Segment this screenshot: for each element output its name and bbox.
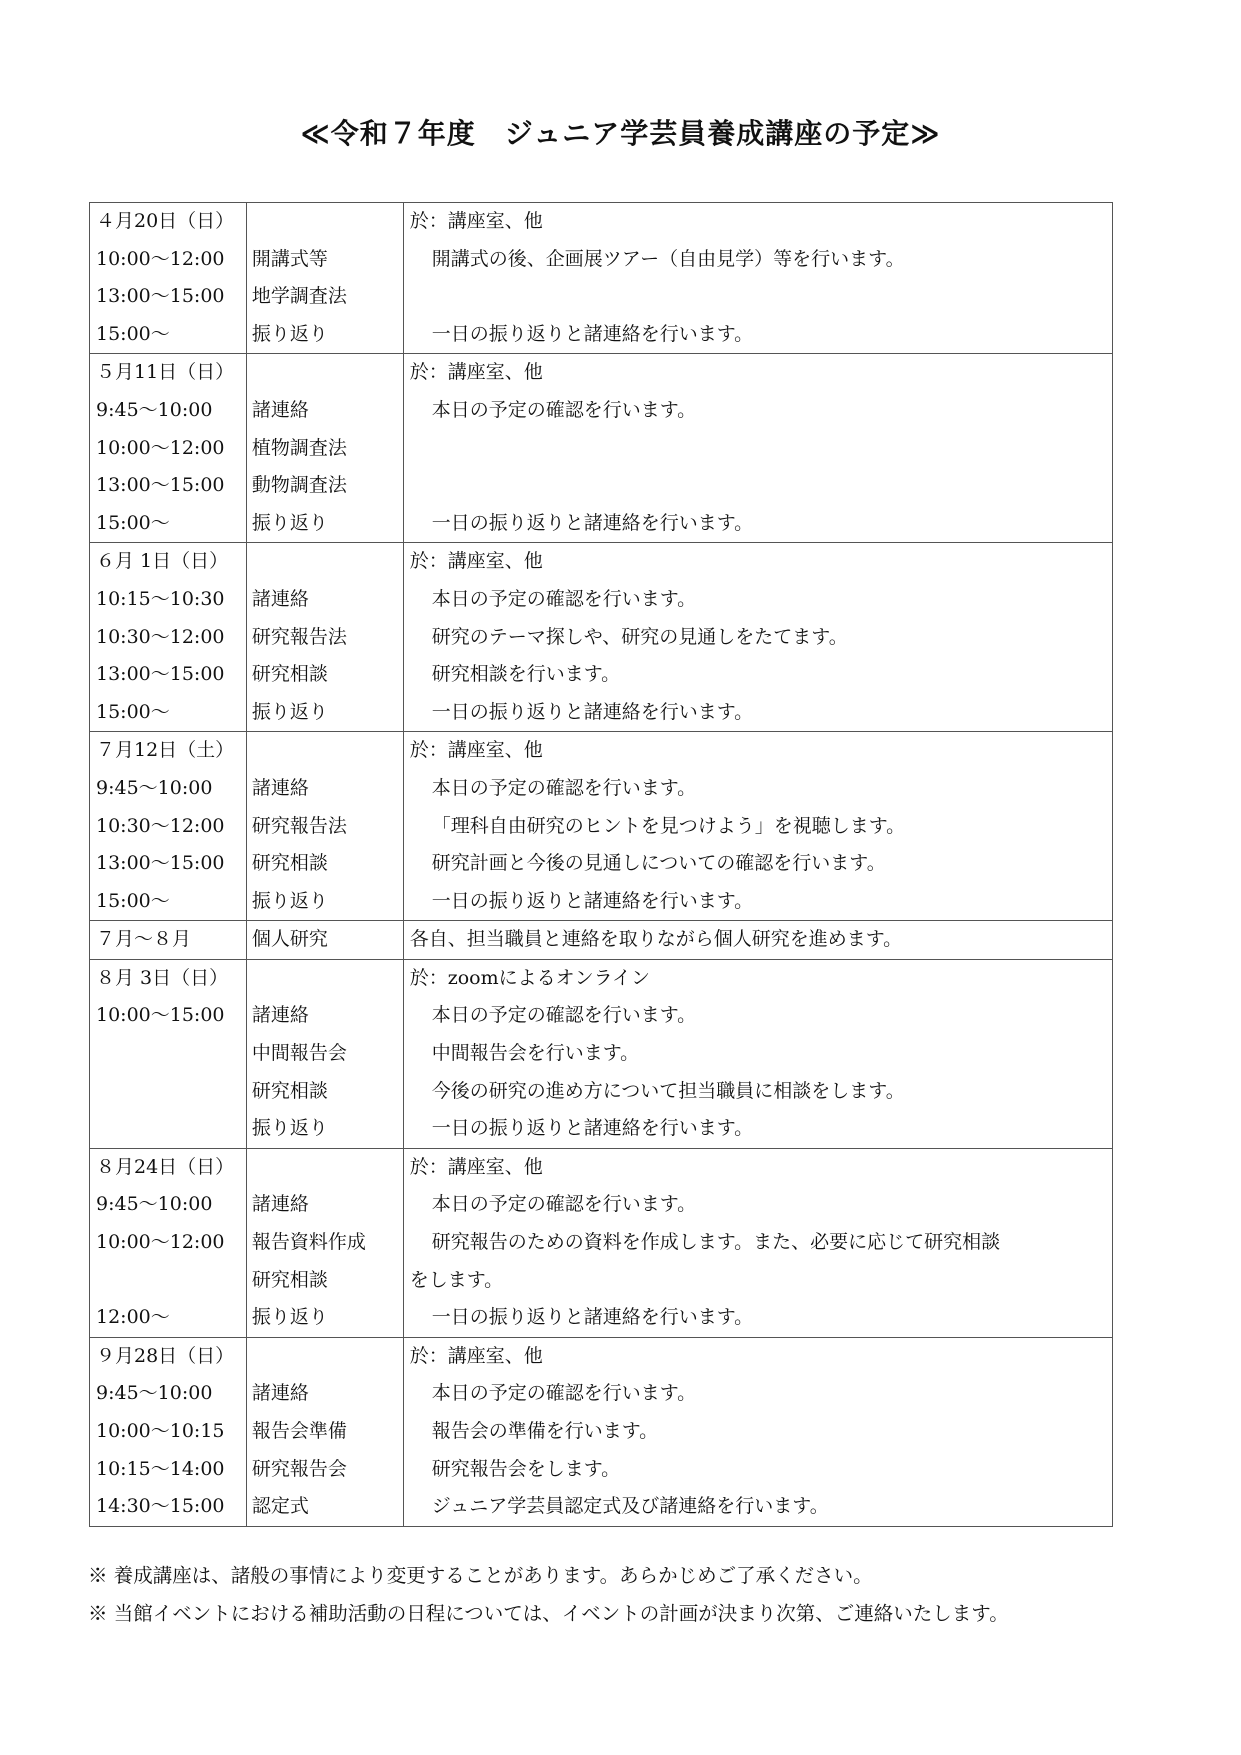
session-time: 9:45～10:00 bbox=[96, 1193, 213, 1216]
session-venue: 於：講座室、他 bbox=[409, 550, 543, 573]
date-time-cell bbox=[90, 732, 247, 921]
session-date: ８月24日（日） bbox=[96, 1155, 235, 1178]
session-time: 10:00～15:00 bbox=[96, 1004, 225, 1027]
session-detail: 一日の振り返りと諸連絡を行います。 bbox=[431, 322, 754, 345]
session-time: 10:15～10:30 bbox=[96, 587, 225, 610]
session-detail: をします。 bbox=[409, 1268, 504, 1291]
date-time-cell bbox=[90, 203, 247, 354]
session-topic: 諸連絡 bbox=[251, 587, 309, 610]
session-topic: 振り返り bbox=[251, 322, 328, 345]
note-events: ※ 当館イベントにおける補助活動の日程については、イベントの計画が決まり次第、ご連絡いたします。 bbox=[88, 1602, 1009, 1625]
date-time-cell bbox=[90, 1148, 247, 1337]
session-detail bbox=[404, 278, 1112, 316]
detail-cell bbox=[403, 543, 1112, 732]
date-time-cell bbox=[90, 543, 247, 732]
session-topic: 諸連絡 bbox=[251, 398, 309, 421]
schedule-row bbox=[90, 543, 1113, 732]
session-time: 10:00～12:00 bbox=[96, 436, 225, 459]
session-topic: 研究報告法 bbox=[251, 814, 347, 837]
session-detail: 本日の予定の確認を行います。 bbox=[431, 776, 697, 799]
date-time-cell bbox=[90, 1337, 247, 1526]
session-time: 9:45～10:00 bbox=[96, 1382, 213, 1405]
spacer-line bbox=[247, 354, 403, 392]
session-topic: 報告資料作成 bbox=[251, 1231, 366, 1254]
session-detail: 中間報告会を行います。 bbox=[431, 1042, 640, 1065]
session-detail: 開講式の後、企画展ツアー（自由見学）等を行います。 bbox=[431, 247, 905, 270]
schedule-row bbox=[90, 921, 1113, 960]
session-topic: 研究相談 bbox=[251, 663, 328, 686]
session-topic: 振り返り bbox=[251, 700, 328, 723]
session-time: 13:00～15:00 bbox=[96, 474, 225, 497]
spacer-line bbox=[247, 732, 403, 770]
schedule-row bbox=[90, 203, 1113, 354]
date-time-cell bbox=[90, 354, 247, 543]
detail-cell bbox=[403, 354, 1112, 543]
session-venue: 於：講座室、他 bbox=[409, 1155, 543, 1178]
session-detail: 一日の振り返りと諸連絡を行います。 bbox=[431, 511, 754, 534]
session-venue: 於：講座室、他 bbox=[409, 361, 543, 384]
session-topic: 振り返り bbox=[251, 889, 328, 912]
topic-cell bbox=[246, 959, 403, 1148]
session-detail: 研究計画と今後の見通しについての確認を行います。 bbox=[431, 852, 886, 875]
schedule-body bbox=[90, 203, 1113, 1527]
detail-cell bbox=[403, 1337, 1112, 1526]
session-topic: 植物調査法 bbox=[251, 436, 347, 459]
session-topic: 開講式等 bbox=[251, 247, 328, 270]
topic-cell bbox=[246, 1148, 403, 1337]
session-detail: 本日の予定の確認を行います。 bbox=[431, 587, 697, 610]
date-time-cell bbox=[90, 959, 247, 1148]
session-time: 14:30～15:00 bbox=[96, 1495, 225, 1518]
topic-cell bbox=[246, 921, 403, 960]
session-topic: 地学調査法 bbox=[251, 285, 347, 308]
session-topic: 振り返り bbox=[251, 1306, 328, 1329]
session-topic: 中間報告会 bbox=[251, 1042, 347, 1065]
topic-cell bbox=[246, 732, 403, 921]
date-time-cell bbox=[90, 921, 247, 960]
spacer-line bbox=[247, 1149, 403, 1187]
session-time: 15:00～ bbox=[96, 889, 170, 912]
spacer-line bbox=[247, 543, 403, 581]
session-topic: 振り返り bbox=[251, 511, 328, 534]
session-topic: 報告会準備 bbox=[251, 1420, 347, 1442]
topic-cell bbox=[246, 543, 403, 732]
session-time: 13:00～15:00 bbox=[96, 285, 225, 308]
session-topic: 個人研究 bbox=[251, 928, 328, 951]
session-date: ７月～８月 bbox=[96, 928, 192, 951]
session-venue: 於：講座室、他 bbox=[409, 739, 543, 762]
session-detail bbox=[404, 430, 1112, 468]
session-detail: 本日の予定の確認を行います。 bbox=[431, 1004, 697, 1027]
session-detail: 本日の予定の確認を行います。 bbox=[431, 1382, 697, 1405]
session-time: 13:00～15:00 bbox=[96, 663, 225, 686]
topic-cell bbox=[246, 354, 403, 543]
session-date: ４月20日（日） bbox=[96, 210, 235, 232]
detail-cell bbox=[403, 1148, 1112, 1337]
detail-cell bbox=[403, 732, 1112, 921]
session-detail bbox=[404, 467, 1112, 505]
session-detail: 本日の予定の確認を行います。 bbox=[431, 398, 697, 421]
session-detail: 本日の予定の確認を行います。 bbox=[431, 1193, 697, 1216]
session-date: ５月11日（日） bbox=[96, 361, 235, 384]
session-time: 12:00～ bbox=[96, 1306, 170, 1329]
session-topic: 動物調査法 bbox=[251, 474, 347, 497]
session-time bbox=[90, 1262, 246, 1300]
session-time: 10:00～12:00 bbox=[96, 1231, 225, 1254]
session-time: 9:45～10:00 bbox=[96, 398, 213, 421]
session-time: 10:30～12:00 bbox=[96, 814, 225, 837]
schedule-row bbox=[90, 732, 1113, 921]
session-detail: 一日の振り返りと諸連絡を行います。 bbox=[431, 889, 754, 912]
session-detail: 研究報告会をします。 bbox=[431, 1457, 621, 1480]
session-time: 15:00～ bbox=[96, 511, 170, 534]
session-time: 10:30～12:00 bbox=[96, 625, 225, 648]
session-date: ９月28日（日） bbox=[96, 1344, 235, 1367]
session-topic: 認定式 bbox=[251, 1495, 309, 1518]
session-detail: 一日の振り返りと諸連絡を行います。 bbox=[431, 1117, 754, 1140]
notes bbox=[88, 1557, 1009, 1633]
session-time: 9:45～10:00 bbox=[96, 776, 213, 799]
session-topic: 諸連絡 bbox=[251, 1382, 309, 1405]
session-topic: 研究相談 bbox=[251, 852, 328, 875]
session-date: ７月12日（土） bbox=[96, 739, 235, 762]
session-time: 15:00～ bbox=[96, 322, 170, 345]
session-time: 10:00～10:15 bbox=[96, 1420, 225, 1442]
session-venue: 於：講座室、他 bbox=[409, 1344, 543, 1367]
session-topic: 諸連絡 bbox=[251, 776, 309, 799]
session-detail: 研究のテーマ探しや、研究の見通しをたてます。 bbox=[431, 625, 848, 648]
detail-cell bbox=[403, 203, 1112, 354]
session-topic: 研究相談 bbox=[251, 1268, 328, 1291]
spacer-line bbox=[247, 203, 403, 241]
session-topic: 研究報告法 bbox=[251, 625, 347, 648]
session-detail: 今後の研究の進め方について担当職員に相談をします。 bbox=[431, 1079, 905, 1102]
session-time: 10:15～14:00 bbox=[96, 1457, 225, 1480]
session-topic: 研究相談 bbox=[251, 1079, 328, 1102]
session-time: 10:00～12:00 bbox=[96, 247, 225, 270]
schedule-row bbox=[90, 1148, 1113, 1337]
session-date: ８月 3日（日） bbox=[96, 966, 229, 989]
session-detail: 一日の振り返りと諸連絡を行います。 bbox=[431, 1306, 754, 1329]
session-detail: 各自、担当職員と連絡を取りながら個人研究を進めます。 bbox=[409, 928, 903, 951]
session-detail: 「理科自由研究のヒントを見つけよう」を視聴します。 bbox=[431, 814, 906, 837]
detail-cell bbox=[403, 959, 1112, 1148]
session-date: ６月 1日（日） bbox=[96, 550, 229, 573]
session-detail: 報告会の準備を行います。 bbox=[431, 1420, 659, 1442]
session-topic: 諸連絡 bbox=[251, 1004, 309, 1027]
session-time: 13:00～15:00 bbox=[96, 852, 225, 875]
spacer-line bbox=[247, 960, 403, 998]
schedule-table bbox=[89, 202, 1113, 1527]
schedule-row bbox=[90, 1337, 1113, 1526]
schedule-row bbox=[90, 354, 1113, 543]
session-detail: 一日の振り返りと諸連絡を行います。 bbox=[431, 700, 754, 723]
topic-cell bbox=[246, 1337, 403, 1526]
detail-cell bbox=[403, 921, 1112, 960]
session-detail: 研究報告のための資料を作成します。また、必要に応じて研究相談 bbox=[431, 1231, 1001, 1254]
session-venue: 於：zoomによるオンライン bbox=[409, 966, 651, 989]
session-topic: 諸連絡 bbox=[251, 1193, 309, 1216]
session-topic: 振り返り bbox=[251, 1117, 328, 1140]
schedule-row bbox=[90, 959, 1113, 1148]
session-venue: 於：講座室、他 bbox=[409, 210, 543, 232]
session-detail: 研究相談を行います。 bbox=[431, 663, 621, 686]
page-title: ≪令和７年度 ジュニア学芸員養成講座の予定≫ bbox=[300, 117, 941, 150]
session-detail: ジュニア学芸員認定式及び諸連絡を行います。 bbox=[431, 1495, 829, 1518]
session-topic: 研究報告会 bbox=[251, 1457, 347, 1480]
topic-cell bbox=[246, 203, 403, 354]
session-time: 15:00～ bbox=[96, 700, 170, 723]
spacer-line bbox=[247, 1338, 403, 1376]
note-change: ※ 養成講座は、諸般の事情により変更することがあります。あらかじめご了承ください。 bbox=[88, 1564, 873, 1587]
